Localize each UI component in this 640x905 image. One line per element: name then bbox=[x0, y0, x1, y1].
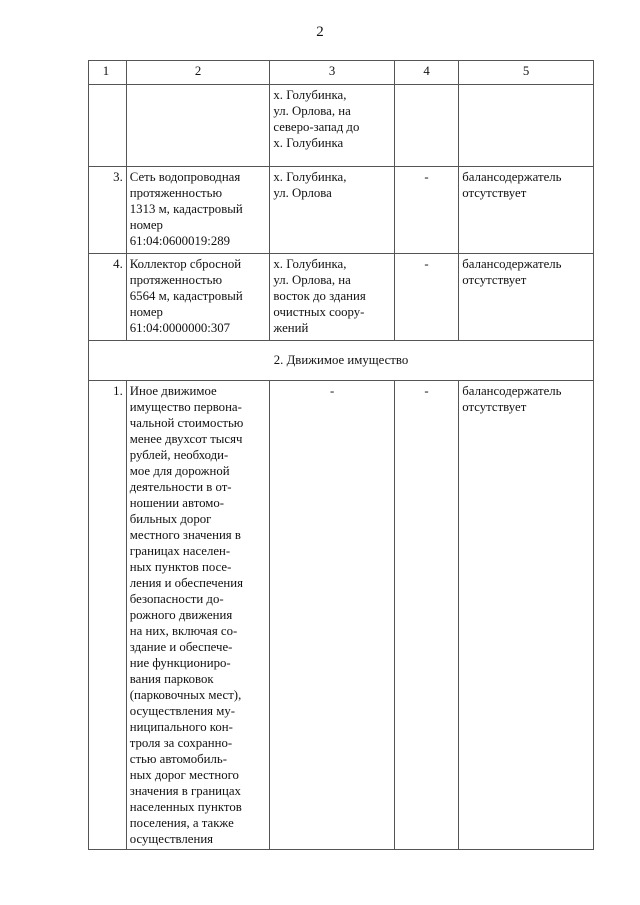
header-col-1: 1 bbox=[89, 61, 127, 85]
header-col-4: 4 bbox=[394, 61, 458, 85]
object-col4: - bbox=[394, 381, 458, 850]
table-row bbox=[89, 85, 594, 167]
object-name: Коллектор сбросной протяженностью 6564 м, кадастровый номер 61:04:0000000:307 bbox=[126, 254, 270, 341]
table-header-row bbox=[89, 61, 594, 85]
header-col-2: 2 bbox=[126, 61, 270, 85]
object-col4 bbox=[394, 85, 458, 167]
object-name: Сеть водопроводная протяженностью 1313 м, кадастровый номер 61:04:0600019:289 bbox=[126, 167, 270, 254]
object-name bbox=[126, 85, 270, 167]
object-name: Иное движимое имущество первона- чальной стоимостью менее двухсот тысяч рублей, необходи- мое для дорожной деятельности в от- ношении автомо- бильных дорог местного значения в границах населен- ных пунктов посе- ления и обеспечения безопасности до- рожного движения на них, включая со- здание и обеспече- ние функциониро- вания парковок (парковочных мест), осуществления му- ниципального кон- троля за сохранно- стью автомобиль- ных дорог местного значения в границах населенных пунктов поселения, а также осуществления bbox=[126, 381, 270, 850]
balance-holder: балансодержатель отсутствует bbox=[459, 381, 594, 850]
table-row bbox=[89, 381, 594, 850]
object-location: х. Голубинка, ул. Орлова bbox=[270, 167, 394, 254]
table-row bbox=[89, 254, 594, 341]
object-location: х. Голубинка, ул. Орлова, на восток до здания очистных соору- жений bbox=[270, 254, 394, 341]
balance-holder bbox=[459, 85, 594, 167]
section-title: 2. Движимое имущество bbox=[89, 341, 594, 381]
balance-holder: балансодержатель отсутствует bbox=[459, 254, 594, 341]
header-col-5: 5 bbox=[459, 61, 594, 85]
balance-holder: балансодержатель отсутствует bbox=[459, 167, 594, 254]
header-col-3: 3 bbox=[270, 61, 394, 85]
object-col4: - bbox=[394, 167, 458, 254]
section-row bbox=[89, 341, 594, 381]
row-number: 1. bbox=[89, 381, 127, 850]
row-number bbox=[89, 85, 127, 167]
page-number: 2 bbox=[316, 24, 324, 40]
object-location: - bbox=[270, 381, 394, 850]
row-number: 4. bbox=[89, 254, 127, 341]
object-col4: - bbox=[394, 254, 458, 341]
row-number: 3. bbox=[89, 167, 127, 254]
object-location: х. Голубинка, ул. Орлова, на северо-запад до х. Голубинка bbox=[270, 85, 394, 167]
table-row bbox=[89, 167, 594, 254]
property-table bbox=[88, 60, 594, 850]
